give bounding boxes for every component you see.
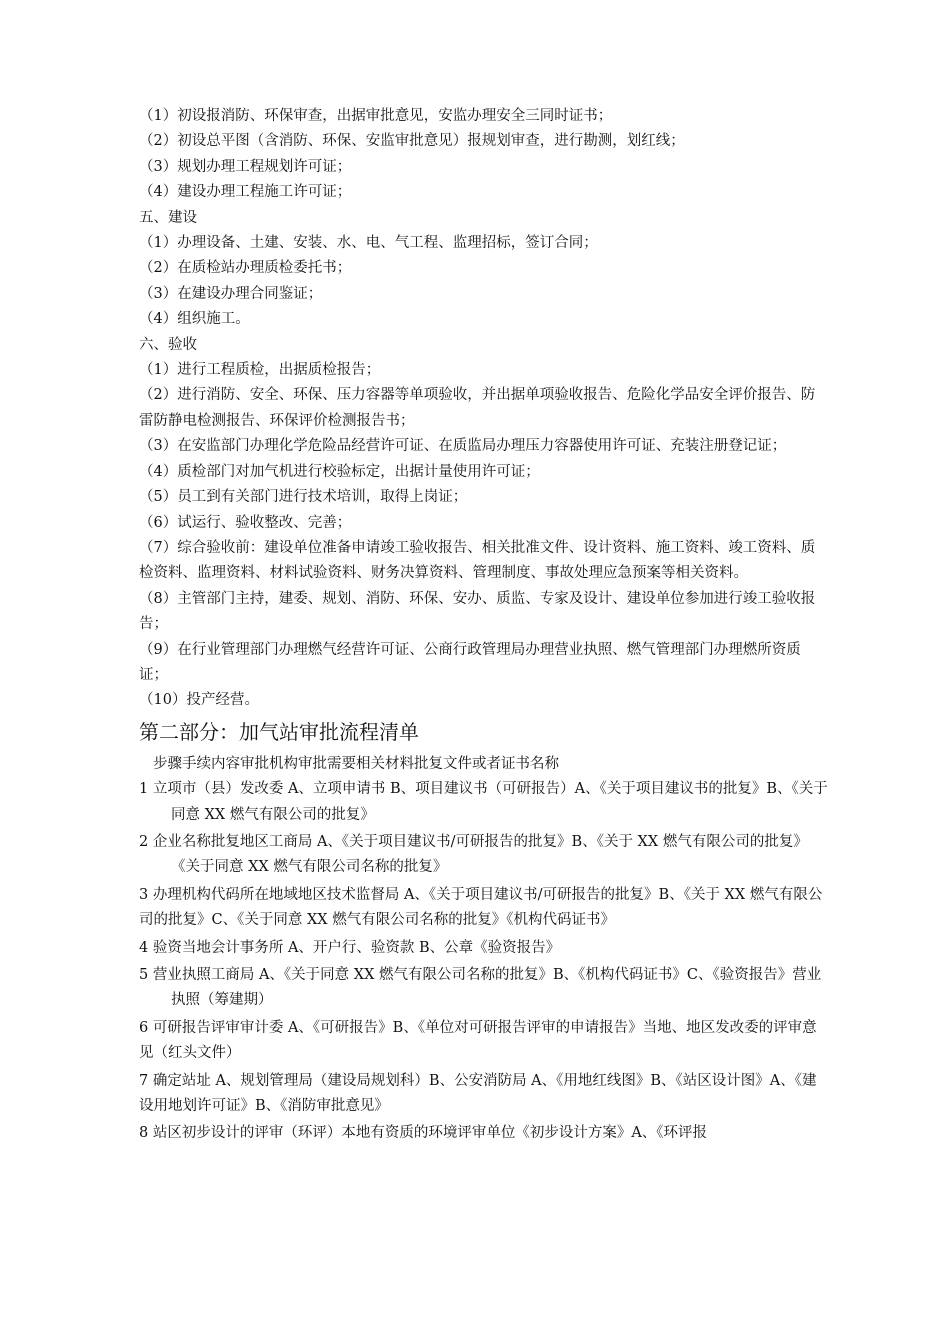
list-item: 8 站区初步设计的评审（环评）本地有资质的环境评审单位《初步设计方案》A、《环评报 <box>139 1125 708 1142</box>
text-paragraph: （5）员工到有关部门进行技术培训，取得上岗证； <box>139 489 468 506</box>
list-item: 6 可研报告评审审计委 A、《可研报告》B、《单位对可研报告评审的申请报告》当地、地区发改委的评审意见（红头文件） <box>139 1019 817 1062</box>
text-paragraph: （6）试运行、验收整改、完善； <box>139 514 352 531</box>
list-item: 2 企业名称批复地区工商局 A、《关于项目建议书/可研报告的批复》B、《关于 XX 燃气有限公司的批复》《关于同意 XX 燃气有限公司名称的批复》 <box>139 833 808 876</box>
list-item: 7 确定站址 A、规划管理局（建设局规划科）B、公安消防局 A、《用地红线图》B、《站区设计图》A、《建设用地划许可证》B、《消防审批意见》 <box>139 1072 817 1115</box>
text-paragraph: （3）在安监部门办理化学危险品经营许可证、在质监局办理压力容器使用许可证、充装注册登记证； <box>139 438 787 455</box>
text-line: （1）进行工程质检，出据质检报告； <box>139 362 381 379</box>
text-line: （2）初设总平图（含消防、环保、安监审批意见）报规划审查，进行勘测，划红线； <box>139 133 685 150</box>
text-paragraph: （9）在行业管理部门办理燃气经营许可证、公商行政管理局办理营业执照、燃气管理部门办理燃所资质证； <box>139 641 801 683</box>
text-line: （2）在质检站办理质检委托书； <box>139 260 352 277</box>
document-page <box>139 104 829 1149</box>
text-paragraph: （10）投产经营。 <box>139 692 259 709</box>
text-line: （3）在建设办理合同鉴证； <box>139 285 323 302</box>
text-paragraph: （8）主管部门主持，建委、规划、消防、环保、安办、质监、专家及设计、建设单位参加进行竣工验收报告； <box>139 590 816 633</box>
section-heading: 六、验收 <box>139 336 197 353</box>
list-item: 4 验资当地会计事务所 A、开户行、验资款 B、公章《验资报告》 <box>139 939 561 956</box>
list-item: 1 立项市（县）发改委 A、立项申请书 B、项目建议书（可研报告）A、《关于项目建议书的批复》B、《关于同意 XX 燃气有限公司的批复》 <box>139 781 828 823</box>
list-item: 5 营业执照工商局 A、《关于同意 XX 燃气有限公司名称的批复》B、《机构代码证书》C、《验资报告》营业执照（筹建期） <box>139 967 822 1009</box>
text-line: （1）办理设备、土建、安装、水、电、气工程、监理招标，签订合同； <box>139 235 598 252</box>
text-line: （3）规划办理工程规划许可证； <box>139 158 352 175</box>
text-line: （4）建设办理工程施工许可证； <box>139 184 352 201</box>
text-line: （1）初设报消防、环保审查，出据审批意见，安监办理安全三同时证书； <box>139 108 613 124</box>
text-paragraph: （2）进行消防、安全、环保、压力容器等单项验收，并出据单项验收报告、危险化学品安全评价报告、防雷防静电检测报告、环保评价检测报告书； <box>139 387 816 429</box>
part-two-title: 第二部分：加气站审批流程清单 <box>139 719 419 744</box>
list-item: 3 办理机构代码所在地域地区技术监督局 A、《关于项目建议书/可研报告的批复》B、《关于 XX 燃气有限公司的批复》C、《关于同意 XX 燃气有限公司名称的批复》《机构代码证书》 <box>139 886 823 929</box>
table-header: 步骤手续内容审批机构审批需要相关材料批复文件或者证书名称 <box>153 755 559 772</box>
text-paragraph: （4）质检部门对加气机进行校验标定，出据计量使用许可证； <box>139 463 540 480</box>
text-paragraph: （7）综合验收前：建设单位准备申请竣工验收报告、相关批准文件、设计资料、施工资料、竣工资料、质检资料、监理资料、材料试验资料、财务决算资料、管理制度、事故处理应急预案等相关资料。 <box>139 539 816 582</box>
text-line: （4）组织施工。 <box>139 311 250 328</box>
section-heading: 五、建设 <box>139 209 197 226</box>
